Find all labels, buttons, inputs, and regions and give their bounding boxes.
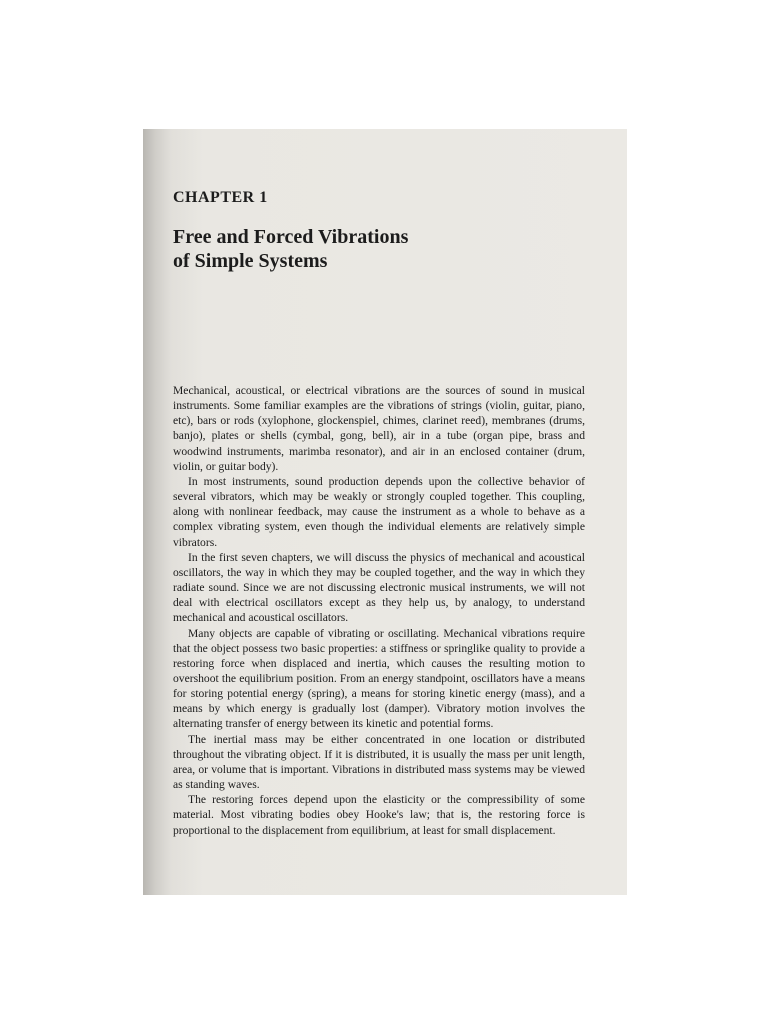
body-text (173, 383, 585, 838)
chapter-title (173, 225, 585, 273)
chapter-title-line-1: Free and Forced Vibrations (173, 226, 409, 248)
paragraph-6: The restoring forces depend upon the elasticity or the compressibility of some material. Most vibrating bodies obey Hooke's law; that is, the restoring force is proportional to the displacement from equilibrium, at least for small displacement. (173, 793, 585, 837)
chapter-title-line-2: of Simple Systems (173, 250, 328, 272)
paragraph-5: The inertial mass may be either concentrated in one location or distributed throughout the vibrating object. If it is distributed, it is usually the mass per unit length, area, or volume that is important. Vibrations in distributed mass systems may be viewed as standing waves. (173, 732, 585, 792)
paragraph-3: In the first seven chapters, we will discuss the physics of mechanical and acoustical oscillators, the way in which they may be coupled together, and the way in which they radiate sound. Since we are not discussing electronic musical instruments, we will not deal with electrical oscillators except as they help us, by analogy, to understand mechanical and acoustical oscillators. (173, 550, 585, 625)
paragraph-4: Many objects are capable of vibrating or oscillating. Mechanical vibrations require that the object possess two basic properties: a stiffness or springlike quality to provide a restoring force when displaced and inertia, which causes the resulting motion to overshoot the equilibrium position. From an energy standpoint, oscillators have a means for storing potential energy (spring), a means for storing kinetic energy (mass), and a means by which energy is gradually lost (damper). Vibratory motion involves the alternating transfer of energy between its kinetic and potential forms. (173, 626, 585, 731)
chapter-label: CHAPTER 1 (173, 189, 268, 206)
paragraph-2: In most instruments, sound production depends upon the collective behavior of several vibrators, which may be weakly or strongly coupled together. This coupling, along with nonlinear feedback, may cause the instrument as a whole to behave as a complex vibrating system, even though the individual elements are relatively simple vibrators. (173, 474, 585, 549)
page-content (173, 187, 585, 837)
paragraph-1: Mechanical, acoustical, or electrical vibrations are the sources of sound in musical instruments. Some familiar examples are the vibrations of strings (violin, guitar, piano, etc), bars or rods (xylophone, glockenspiel, chimes, clarinet reed), membranes (drums, banjo), plates or shells (cymbal, gong, bell), air in a tube (organ pipe, brass and woodwind instruments, marimba resonator), and air in an enclosed container (drum, violin, or guitar body). (173, 384, 585, 473)
scanned-page (143, 129, 627, 895)
